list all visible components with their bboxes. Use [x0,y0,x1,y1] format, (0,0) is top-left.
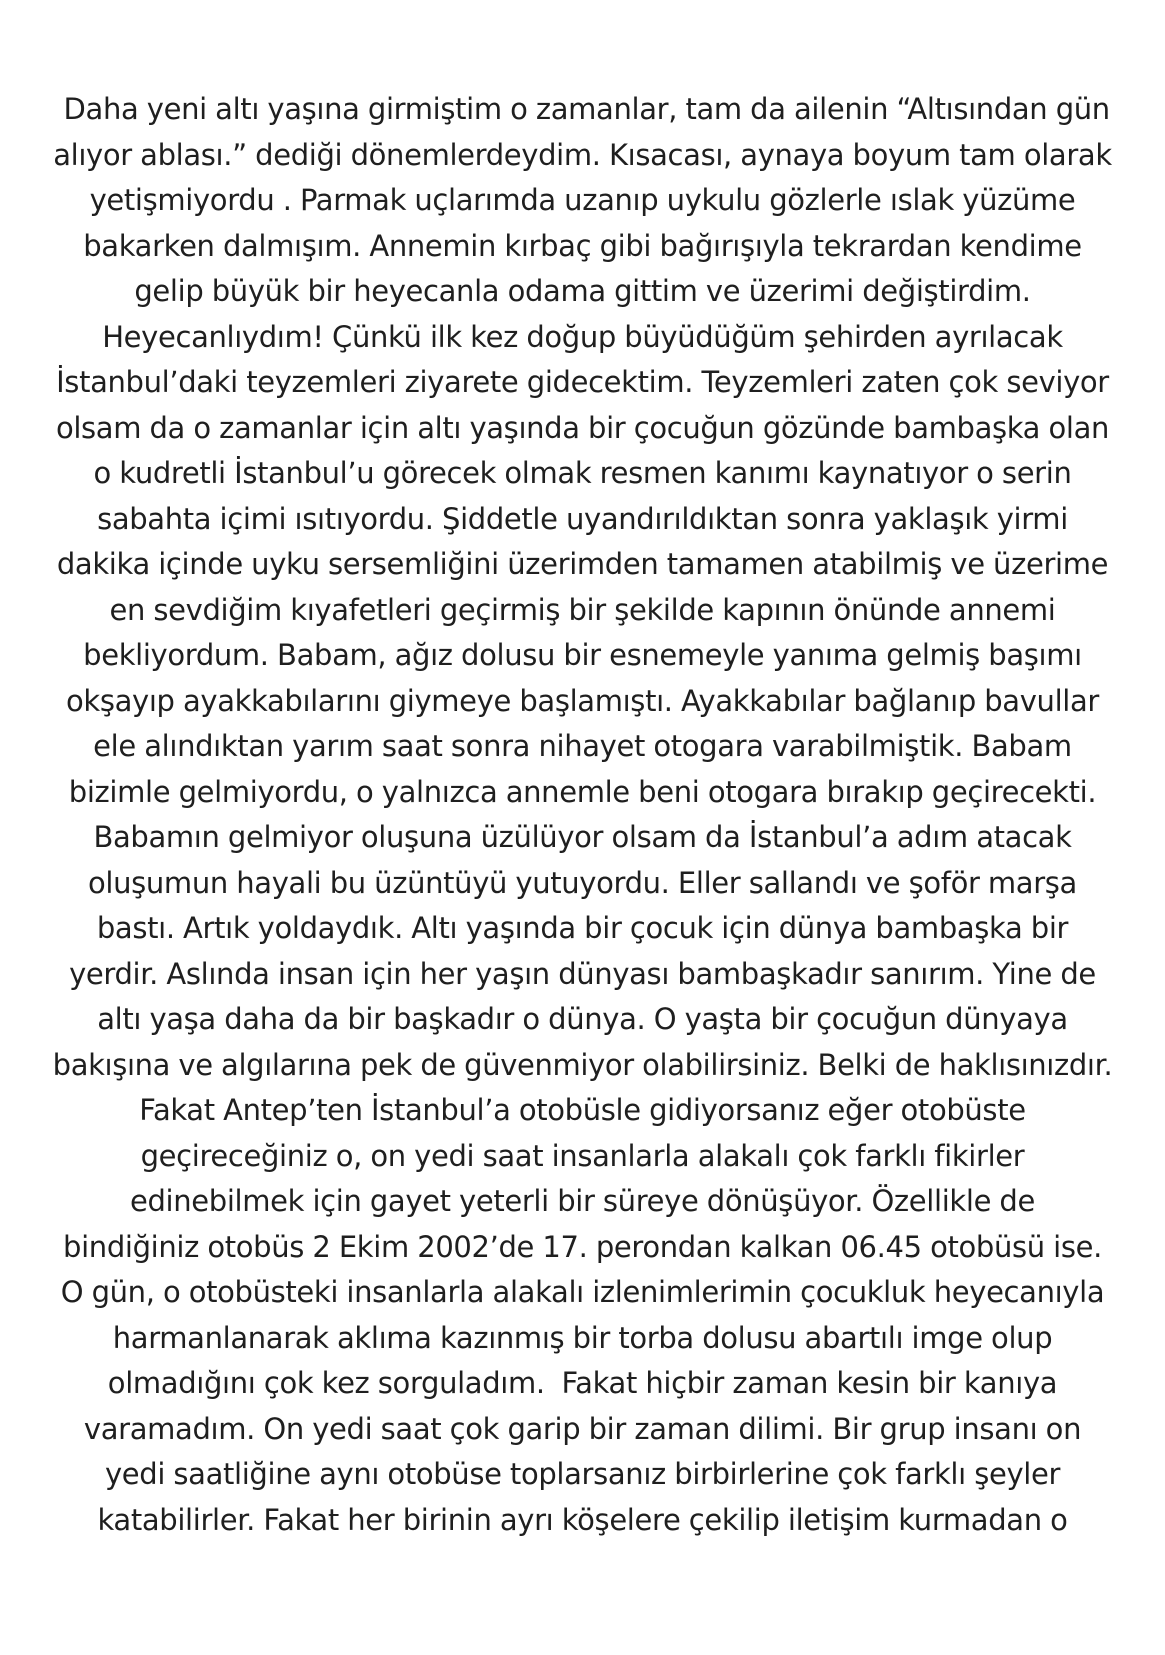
text-line: katabilirler. Fakat her birinin ayrı köşelere çekilip iletişim kurmadan o [97,1502,1068,1537]
text-line: Daha yeni altı yaşına girmiştim o zamanlar, tam da ailenin “Altısından gün [55,92,1110,126]
text-line: yerdir. Aslında insan için her yaşın dünyası bambaşkadır sanırım. Yine de [69,956,1096,991]
text-line: geçireceğiniz o, on yedi saat insanlarla alakalı çok farklı fikirler [140,1138,1025,1173]
text-line: Heyecanlıydım! Çünkü ilk kez doğup büyüdüğüm şehirden ayrılacak [102,319,1063,354]
document-body [0,87,1165,1543]
text-line: olsam da o zamanlar için altı yaşında bir çocuğun gözünde bambaşka olan [55,410,1110,445]
text-line: olmadığını çok kez sorguladım. Fakat hiçbir zaman kesin bir kanıya [107,1366,1058,1400]
text-line: okşayıp ayakkabılarını giymeye başlamıştı. Ayakkabılar bağlanıp bavullar [66,683,1099,718]
text-line: alıyor ablası.” dediği dönemlerdeydim. Kısacası, aynaya boyum tam olarak [53,137,1112,172]
text-line: yetişmiyordu . Parmak uçlarımda uzanıp uykulu gözlerle ıslak yüzüme [89,183,1076,217]
text-line: yedi saatliğine aynı otobüse toplarsanız birbirlerine çok farklı şeyler [104,1457,1061,1491]
text-line: bekliyordum. Babam, ağız dolusu bir esnemeyle yanıma gelmiş başımı [83,638,1082,672]
text-line: ele alındıktan yarım saat sonra nihayet otogara varabilmiştik. Babam [93,729,1072,763]
text-line: İstanbul’daki teyzemleri ziyarete gidecektim. Teyzemleri zaten çok seviyor [56,365,1109,399]
text-line: bakarken dalmışım. Annemin kırbaç gibi bağırışıyla tekrardan kendime [83,228,1082,263]
text-line: gelip büyük bir heyecanla odama gittim ve üzerimi değiştirdim. [134,274,1031,308]
text-line: en sevdiğim kıyafetleri geçirmiş bir şekilde kapının önünde annemi [109,592,1056,627]
text-line: O gün, o otobüsteki insanlarla alakalı izlenimlerimin çocukluk heyecanıyla [60,1275,1105,1309]
text-line: harmanlanarak aklıma kazınmış bir torba dolusu abartılı imge olup [112,1320,1053,1355]
text-line: sabahta içimi ısıtıyordu. Şiddetle uyandırıldıktan sonra yaklaşık yirmi [97,501,1068,536]
text-line: bizimle gelmiyordu, o yalnızca annemle beni otogara bırakıp geçirecekti. [68,774,1097,809]
text-line: dakika içinde uyku sersemliğini üzerimden tamamen atabilmiş ve üzerime [56,547,1109,581]
text-line: bakışına ve algılarına pek de güvenmiyor olabilirsiniz. Belki de haklısınızdır. [52,1047,1113,1082]
text-line: Fakat Antep’ten İstanbul’a otobüsle gidiyorsanız eğer otobüste [139,1093,1026,1127]
text-line: edinebilmek için gayet yeterli bir süreye dönüşüyor. Özellikle de [130,1184,1035,1218]
text-line: oluşumun hayali bu üzüntüyü yutuyordu. Eller sallandı ve şoför marşa [88,865,1077,900]
text-line: bastı. Artık yoldaydık. Altı yaşında bir çocuk için dünya bambaşka bir [96,911,1069,945]
text-line: altı yaşa daha da bir başkadır o dünya. O yaşta bir çocuğun dünyaya [97,1002,1068,1036]
text-line: varamadım. On yedi saat çok garip bir zaman dilimi. Bir grup insanı on [83,1411,1082,1446]
text-line: Babamın gelmiyor oluşuna üzülüyor olsam da İstanbul’a adım atacak [93,820,1072,854]
text-line: o kudretli İstanbul’u görecek olmak resmen kanımı kaynatıyor o serin [93,456,1072,490]
text-line: bindiğiniz otobüs 2 Ekim 2002’de 17. perondan kalkan 06.45 otobüsü ise. [63,1229,1102,1264]
